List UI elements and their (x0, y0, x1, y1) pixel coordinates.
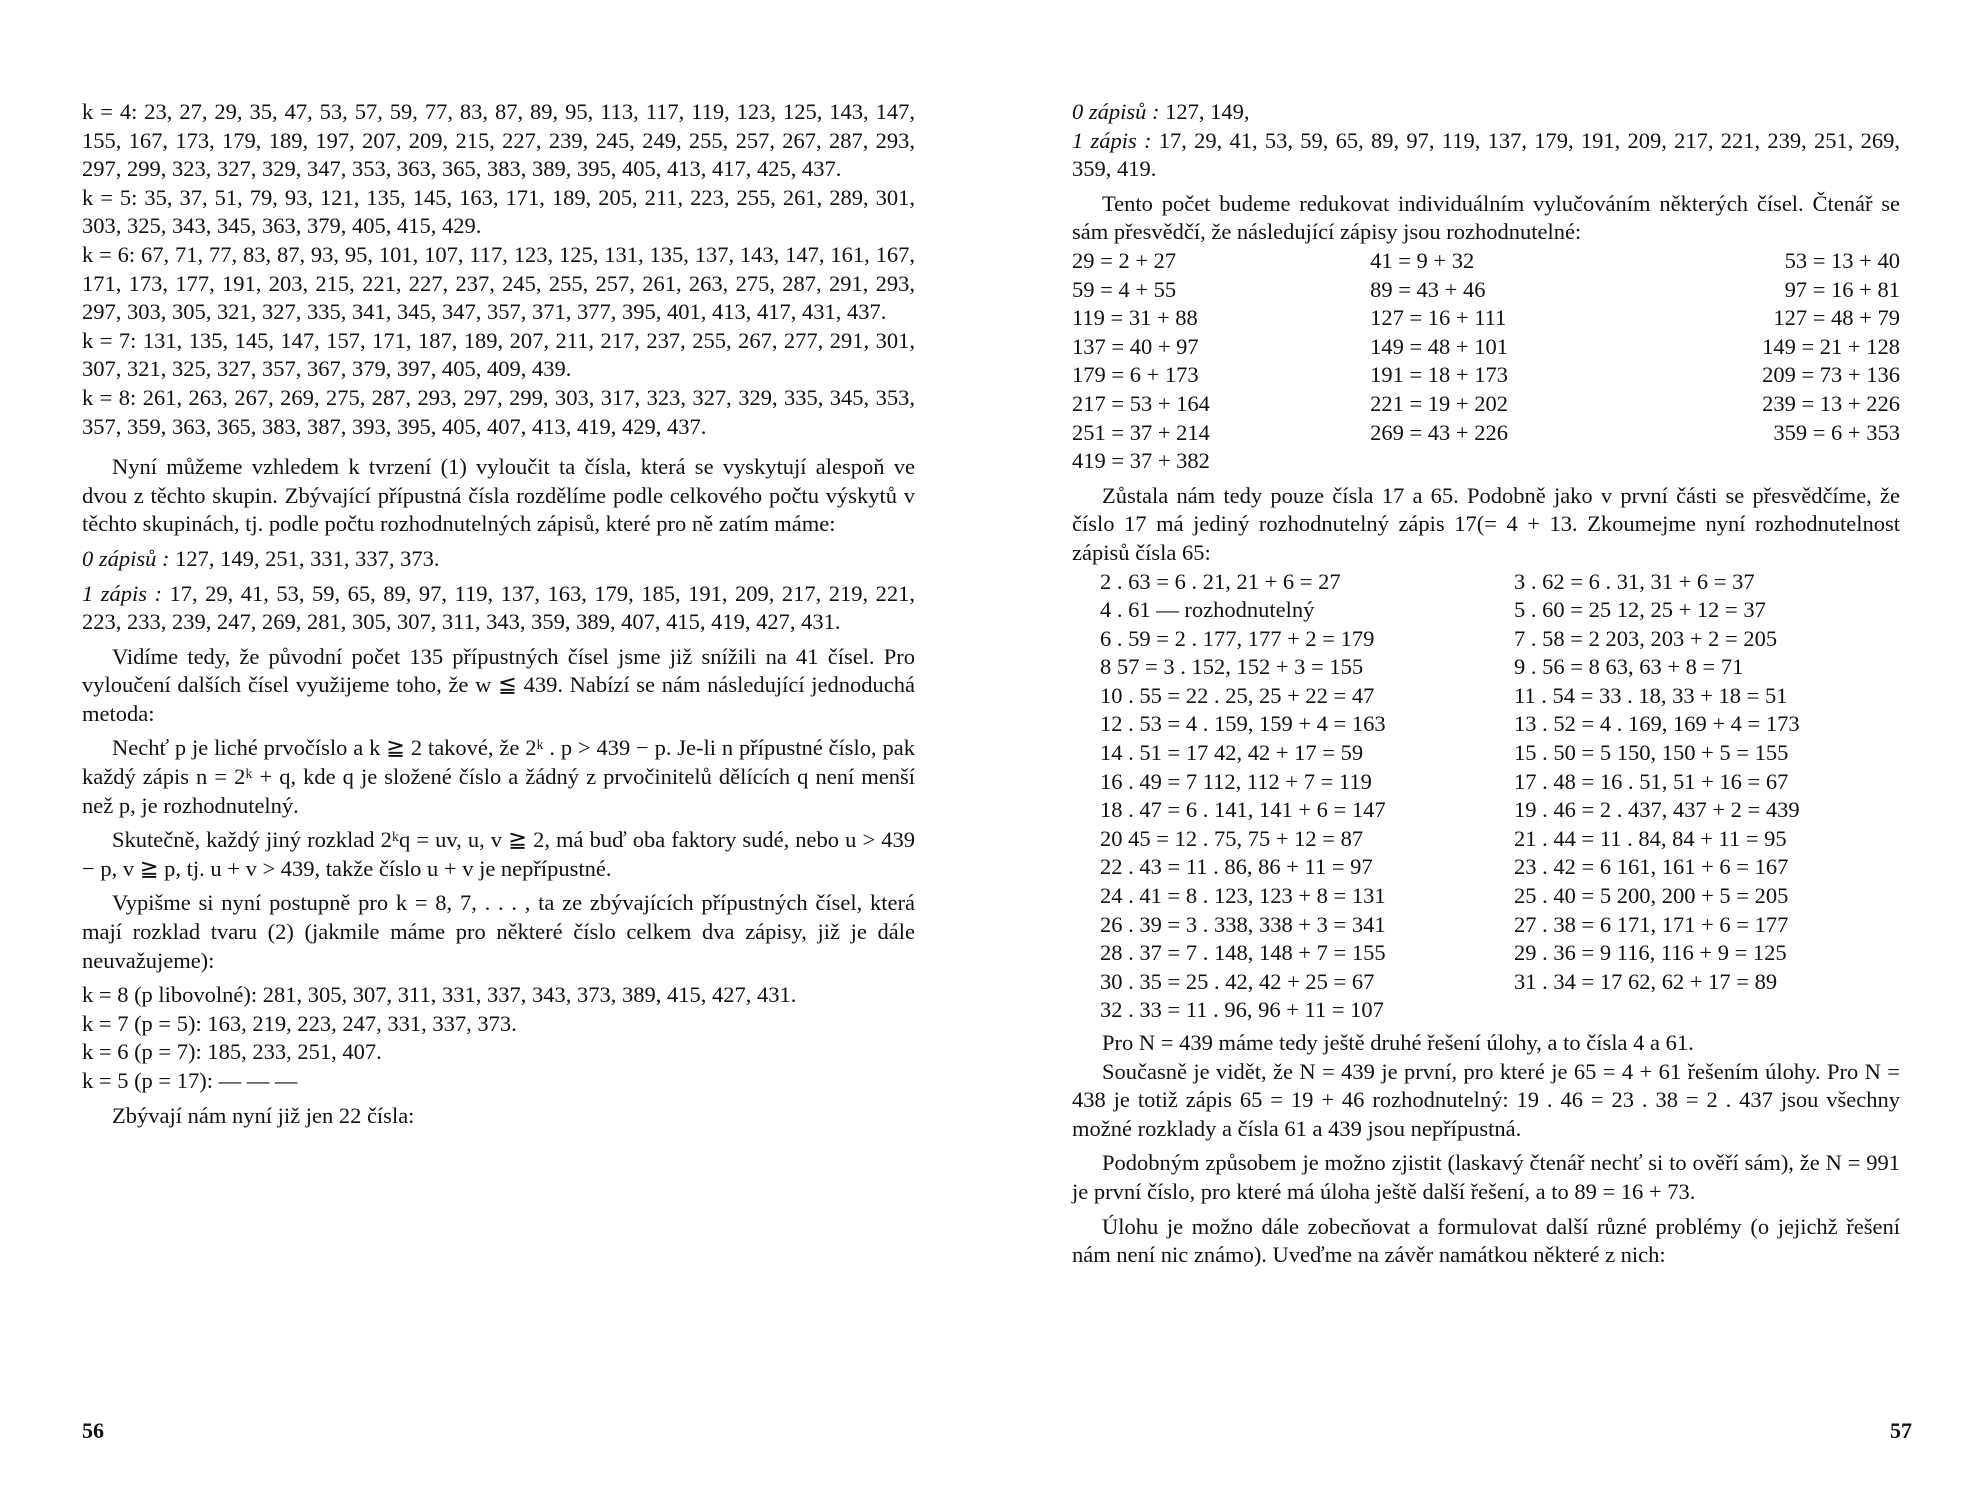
equation-row (1072, 276, 1900, 305)
factorization: 15 . 50 = 5 150, 150 + 5 = 155 (1514, 740, 1789, 766)
one-entry-line (1072, 127, 1900, 184)
factorization: 16 . 49 = 7 112, 112 + 7 = 119 (1100, 768, 1372, 794)
factorization: 19 . 46 = 2 . 437, 437 + 2 = 439 (1514, 797, 1800, 823)
equation: 359 = 6 + 353 (1773, 419, 1900, 445)
factorization: 29 . 36 = 9 116, 116 + 9 = 125 (1514, 940, 1787, 966)
paragraph-reduced: Vidíme tedy, že původní počet 135 přípustných čísel jsme již snížili na 41 čísel. Pro vyloučení dalších čísel využijeme toho, že w ≦ 439. Nabízí se nám následující jednoduchá metoda: (82, 643, 915, 726)
factorization: 5 . 60 = 25 12, 25 + 12 = 37 (1514, 597, 1766, 623)
paragraph-indeed: Skutečně, každý jiný rozklad 2ᵏq = uv, u, v ≧ 2, má buď oba faktory sudé, nebo u > 439 − p, v ≧ p, tj. u + v > 439, takže číslo u + v je nepřípustné. (82, 827, 915, 881)
factorization-row (1072, 939, 1900, 968)
equation: 127 = 48 + 79 (1773, 305, 1900, 331)
paragraph-exclude: Nyní můžeme vzhledem k tvrzení (1) vyloučit ta čísla, která se vyskytují alespoň ve dvou z těchto skupin. Zbývající přípustná čísla rozdělíme podle celkového počtu výskytů v těchto skupinách, tj. podle počtu rozhodnutelných zápisů, které pro ně zatím máme: (82, 454, 915, 537)
equation-row (1072, 390, 1900, 419)
equation-row (1072, 447, 1900, 476)
factorization: 28 . 37 = 7 . 148, 148 + 7 = 155 (1100, 940, 1386, 966)
equation: 191 = 18 + 173 (1370, 362, 1508, 388)
equation: 89 = 43 + 46 (1370, 276, 1486, 302)
paragraph-remaining: Zůstala nám tedy pouze čísla 17 a 65. Podobně jako v první části se přesvědčíme, že číslo 17 má jediný rozhodnutelný zápis 17(= 4 + 13. Zkoumejme nyní rozhodnutelnost zápisů čísla 65: (1072, 482, 1900, 565)
equation: 269 = 43 + 226 (1370, 419, 1508, 445)
factorization: 6 . 59 = 2 . 177, 177 + 2 = 179 (1100, 625, 1375, 651)
equation-row (1072, 247, 1900, 276)
factorization-table (1072, 568, 1900, 1026)
factorization: 20 45 = 12 . 75, 75 + 12 = 87 (1100, 825, 1364, 851)
one-entry-values: 17, 29, 41, 53, 59, 65, 89, 97, 119, 137, 179, 191, 209, 217, 221, 239, 251, 269, 359, 419. (1072, 127, 1900, 182)
factorization: 12 . 53 = 4 . 159, 159 + 4 = 163 (1100, 711, 1386, 737)
factorization: 27 . 38 = 6 171, 171 + 6 = 177 (1514, 911, 1789, 937)
equation-row (1072, 304, 1900, 333)
equation-row (1072, 333, 1900, 362)
factorization: 3 . 62 = 6 . 31, 31 + 6 = 37 (1514, 568, 1755, 594)
k-group-4: k = 4: 23, 27, 29, 35, 47, 53, 57, 59, 77, 83, 87, 89, 95, 113, 117, 119, 123, 125, 143, 147, 155, 167, 173, 179, 189, 197, 207, 209, 215, 227, 239, 245, 249, 255, 257, 267, 287, 293, 297, 299, 323, 327, 329, 347, 353, 363, 365, 383, 389, 395, 405, 413, 417, 425, 437. (82, 99, 915, 182)
kp-line-8: k = 8 (p libovolné): 281, 305, 307, 311, 331, 337, 343, 373, 389, 415, 427, 431. (82, 982, 797, 1008)
factorization-row (1072, 625, 1900, 654)
factorization: 25 . 40 = 5 200, 200 + 5 = 205 (1514, 883, 1789, 909)
factorization: 21 . 44 = 11 . 84, 84 + 11 = 95 (1514, 825, 1787, 851)
factorization-row (1072, 911, 1900, 940)
paragraph-n439: Pro N = 439 máme tedy ještě druhé řešení úlohy, a to čísla 4 a 61. (1102, 1030, 1694, 1055)
factorization-row (1072, 882, 1900, 911)
k-group-5: k = 5: 35, 37, 51, 79, 93, 121, 135, 145, 163, 171, 189, 205, 211, 223, 255, 261, 289, 301, 303, 325, 343, 345, 363, 379, 405, 415, 429. (82, 184, 915, 239)
factorization-row (1072, 853, 1900, 882)
paragraph-first: Současně je vidět, že N = 439 je první, pro které je 65 = 4 + 61 řešením úlohy. Pro N = 438 je totiž zápis 65 = 19 + 46 rozhodnutelný: 19 . 46 = 23 . 38 = 2 . 437 jsou všechny možné rozklady a čísla 61 a 439 jsou nepřípustná. (1072, 1058, 1900, 1141)
right-page (990, 0, 1980, 1500)
k-group-8: k = 8: 261, 263, 267, 269, 275, 287, 293, 297, 299, 303, 317, 323, 327, 329, 335, 345, 353, 357, 359, 363, 365, 383, 387, 393, 395, 405, 407, 413, 419, 429, 437. (82, 384, 915, 439)
zero-entries-values: 127, 149, (1165, 99, 1250, 124)
equation-row (1072, 419, 1900, 448)
factorization: 7 . 58 = 2 203, 203 + 2 = 205 (1514, 625, 1778, 651)
factorization: 30 . 35 = 25 . 42, 42 + 25 = 67 (1100, 968, 1375, 994)
one-entry-label: 1 zápis : (1072, 127, 1152, 153)
left-page-text (82, 98, 915, 1136)
factorization: 4 . 61 — rozhodnutelný (1100, 597, 1315, 623)
equation: 251 = 37 + 214 (1072, 419, 1210, 445)
equation: 59 = 4 + 55 (1072, 276, 1177, 302)
equation: 217 = 53 + 164 (1072, 390, 1210, 416)
factorization: 22 . 43 = 11 . 86, 86 + 11 = 97 (1100, 854, 1373, 880)
kp-line-5: k = 5 (p = 17): — — — (82, 1068, 298, 1093)
page-number-right: 57 (1890, 1418, 1912, 1443)
factorization-row (1072, 710, 1900, 739)
factorization-row (1072, 825, 1900, 854)
equation: 179 = 6 + 173 (1072, 362, 1199, 388)
equation: 419 = 37 + 382 (1072, 448, 1210, 474)
factorization: 13 . 52 = 4 . 169, 169 + 4 = 173 (1514, 711, 1800, 737)
factorization-row (1072, 653, 1900, 682)
equation: 97 = 16 + 81 (1784, 276, 1900, 302)
factorization: 32 . 33 = 11 . 96, 96 + 11 = 107 (1100, 997, 1384, 1023)
equation (1643, 447, 1900, 476)
zero-entries-label: 0 zápisů : (82, 545, 170, 571)
equation: 221 = 19 + 202 (1370, 390, 1508, 416)
factorization: 24 . 41 = 8 . 123, 123 + 8 = 131 (1100, 883, 1386, 909)
kp-line-7: k = 7 (p = 5): 163, 219, 223, 247, 331, 337, 373. (82, 1010, 517, 1036)
factorization-row (1072, 739, 1900, 768)
equation: 239 = 13 + 226 (1762, 390, 1900, 416)
equation (1370, 447, 1643, 476)
zero-entries-label: 0 zápisů : (1072, 99, 1160, 124)
k-group-7: k = 7: 131, 135, 145, 147, 157, 171, 187, 189, 207, 211, 217, 237, 255, 267, 277, 291, 301, 307, 321, 325, 327, 357, 367, 379, 397, 405, 409, 439. (82, 327, 915, 382)
factorization (1486, 996, 1900, 1025)
equation: 149 = 48 + 101 (1370, 333, 1508, 359)
factorization: 10 . 55 = 22 . 25, 25 + 22 = 47 (1100, 682, 1375, 708)
factorization-row (1072, 768, 1900, 797)
factorization: 18 . 47 = 6 . 141, 141 + 6 = 147 (1100, 797, 1386, 823)
paragraph-method: Nechť p je liché prvočíslo a k ≧ 2 takové, že 2ᵏ . p > 439 − p. Je-li n přípustné číslo, pak každý zápis n = 2ᵏ + q, kde q je složené číslo a žádný z prvočinitelů dělících q není menší než p, je rozhodnutelný. (82, 735, 915, 818)
factorization: 8 57 = 3 . 152, 152 + 3 = 155 (1100, 654, 1364, 680)
factorization-row (1072, 596, 1900, 625)
one-entry-label: 1 zápis : (82, 580, 163, 606)
factorization: 31 . 34 = 17 62, 62 + 17 = 89 (1514, 968, 1778, 994)
factorization-row (1072, 968, 1900, 997)
equation: 149 = 21 + 128 (1762, 333, 1900, 359)
k-group-6: k = 6: 67, 71, 77, 83, 87, 93, 95, 101, 107, 117, 123, 125, 131, 135, 137, 143, 147, 161, 167, 171, 173, 177, 191, 203, 215, 221, 227, 237, 245, 255, 257, 261, 263, 275, 287, 291, 293, 297, 303, 305, 321, 327, 335, 341, 345, 347, 357, 371, 377, 395, 401, 413, 417, 431, 437. (82, 241, 915, 325)
equations-table (1072, 247, 1900, 476)
right-page-text (1072, 98, 1900, 1276)
factorization: 9 . 56 = 8 63, 63 + 8 = 71 (1514, 654, 1744, 680)
zero-entries-line (82, 545, 915, 574)
equation: 127 = 16 + 111 (1370, 305, 1507, 331)
equation: 137 = 40 + 97 (1072, 333, 1199, 359)
zero-entries-values: 127, 149, 251, 331, 337, 373. (175, 545, 440, 571)
equation: 119 = 31 + 88 (1072, 305, 1198, 331)
paragraph-similar: Podobným způsobem je možno zjistit (laskavý čtenář nechť si to ověří sám), že N = 991 je první číslo, pro které má úloha ještě další řešení, a to 89 = 16 + 73. (1072, 1150, 1900, 1204)
paragraph-remaining: Zbývají nám nyní již jen 22 čísla: (112, 1102, 415, 1128)
zero-entries-line (1072, 98, 1900, 127)
equation: 53 = 13 + 40 (1784, 247, 1900, 273)
one-entry-line (82, 580, 915, 637)
factorization: 11 . 54 = 33 . 18, 33 + 18 = 51 (1514, 682, 1788, 708)
factorization-row (1072, 996, 1900, 1025)
factorization: 2 . 63 = 6 . 21, 21 + 6 = 27 (1100, 568, 1341, 594)
one-entry-values: 17, 29, 41, 53, 59, 65, 89, 97, 119, 137, 163, 179, 185, 191, 209, 217, 219, 221, 223, 233, 239, 247, 269, 281, 305, 307, 311, 343, 359, 389, 407, 415, 419, 427, 431. (82, 580, 915, 635)
factorization: 26 . 39 = 3 . 338, 338 + 3 = 341 (1100, 911, 1386, 937)
equation: 41 = 9 + 32 (1370, 247, 1475, 273)
factorization: 23 . 42 = 6 161, 161 + 6 = 167 (1514, 854, 1789, 880)
factorization: 14 . 51 = 17 42, 42 + 17 = 59 (1100, 740, 1364, 766)
equation-row (1072, 361, 1900, 390)
factorization: 17 . 48 = 16 . 51, 51 + 16 = 67 (1514, 768, 1789, 794)
kp-line-6: k = 6 (p = 7): 185, 233, 251, 407. (82, 1039, 382, 1065)
equation: 209 = 73 + 136 (1762, 362, 1900, 388)
factorization-row (1072, 796, 1900, 825)
page-number-left: 56 (82, 1418, 104, 1443)
paragraph-generalize: Úlohu je možno dále zobecňovat a formulovat další různé problémy (o jejichž řešení nám není nic známo). Uveďme na závěr namátkou některé z nich: (1072, 1213, 1900, 1268)
paragraph-list: Vypišme si nyní postupně pro k = 8, 7, . . . , ta ze zbývajících přípustných čísel, která mají rozklad tvaru (2) (jakmile máme pro některé číslo celkem dva zápisy, již je dále neuvažujeme): (82, 890, 915, 973)
paragraph-reduce: Tento počet budeme redukovat individuálním vylučováním některých čísel. Čtenář se sám přesvědčí, že následující zápisy jsou rozhodnutelné: (1072, 190, 1900, 245)
factorization-row (1072, 568, 1900, 597)
equation: 29 = 2 + 27 (1072, 247, 1177, 273)
factorization-row (1072, 682, 1900, 711)
